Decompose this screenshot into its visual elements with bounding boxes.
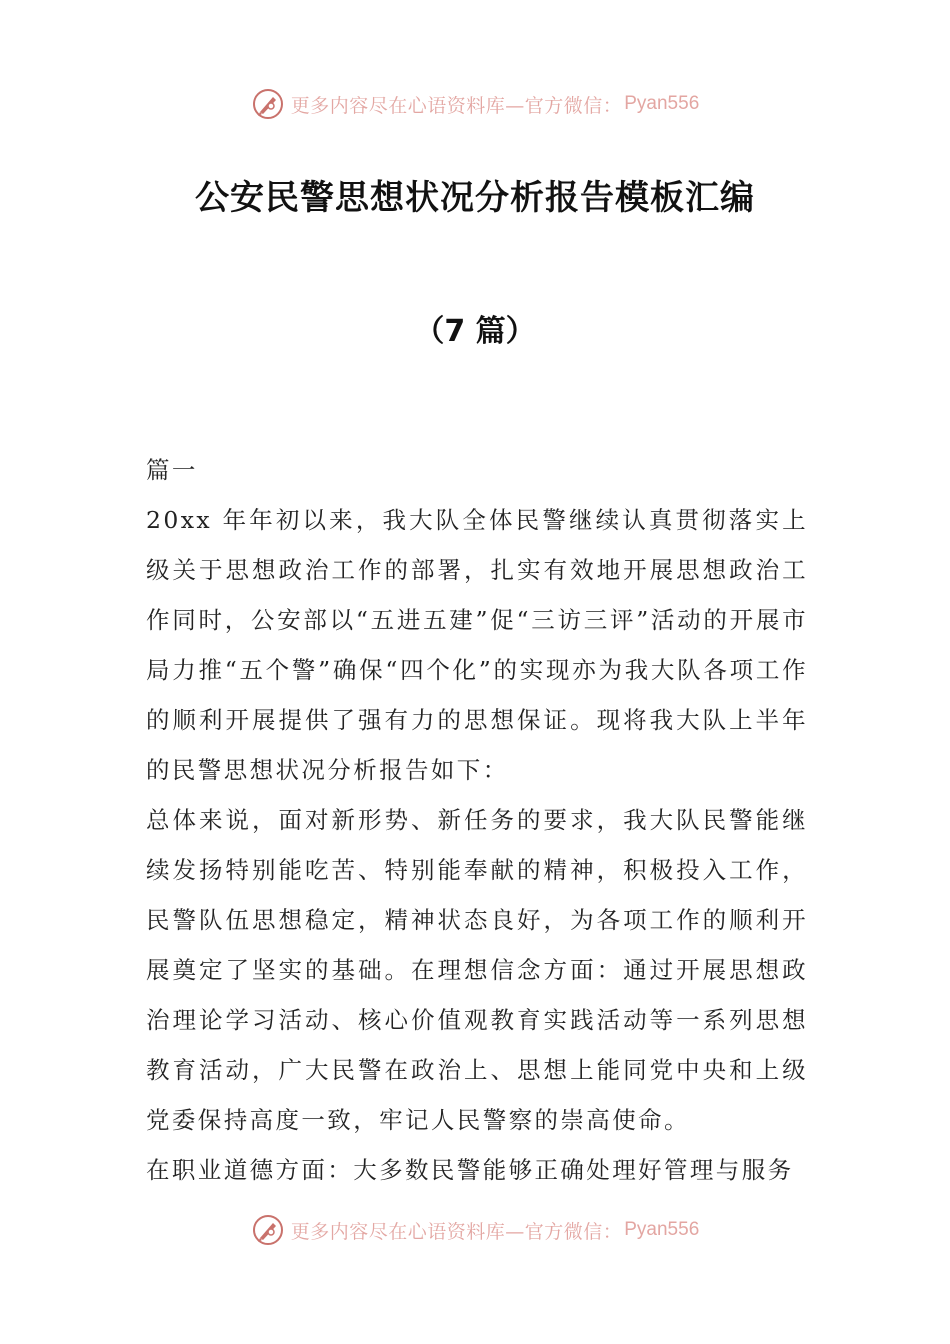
banner-text: 更多内容尽在心语资料库—官方微信：	[290, 94, 623, 117]
banner-wechat-id: Pyan556	[624, 93, 700, 114]
document-body	[146, 445, 808, 1195]
header-watermark-banner	[0, 82, 950, 126]
footer-watermark-banner	[0, 1208, 950, 1252]
pen-logo-icon	[251, 87, 285, 121]
paragraph-2: 总体来说，面对新形势、新任务的要求，我大队民警能继续发扬特别能吃苦、特别能奉献的精神，积极投入工作，民警队伍思想稳定，精神状态良好，为各项工作的顺利开展奠定了坚实的基础。在理想信念方面：通过开展思想政治理论学习活动、核心价值观教育实践活动等一系列思想教育活动，广大民警在政治上、思想上能同党中央和上级党委保持高度一致，牢记人民警察的崇高使命。	[146, 806, 808, 1134]
pen-logo-icon	[251, 1213, 285, 1247]
document-title: 公安民警思想状况分析报告模板汇编	[195, 178, 755, 218]
section-label: 篇一	[146, 456, 198, 484]
banner-text: 更多内容尽在心语资料库—官方微信：	[290, 1220, 623, 1243]
banner-wechat-id: Pyan556	[624, 1219, 700, 1240]
paragraph-1: 20xx 年年初以来，我大队全体民警继续认真贯彻落实上级关于思想政治工作的部署，扎实有效地开展思想政治工作同时，公安部以“五进五建”促“三访三评”活动的开展市局力推“五个警”确保“四个化”的实现亦为我大队各项工作的顺利开展提供了强有力的思想保证。现将我大队上半年的民警思想状况分析报告如下：	[146, 506, 808, 784]
paragraph-3: 在职业道德方面：大多数民警能够正确处理好管理与服务	[146, 1156, 794, 1184]
document-subtitle: （7 篇）	[414, 314, 536, 349]
